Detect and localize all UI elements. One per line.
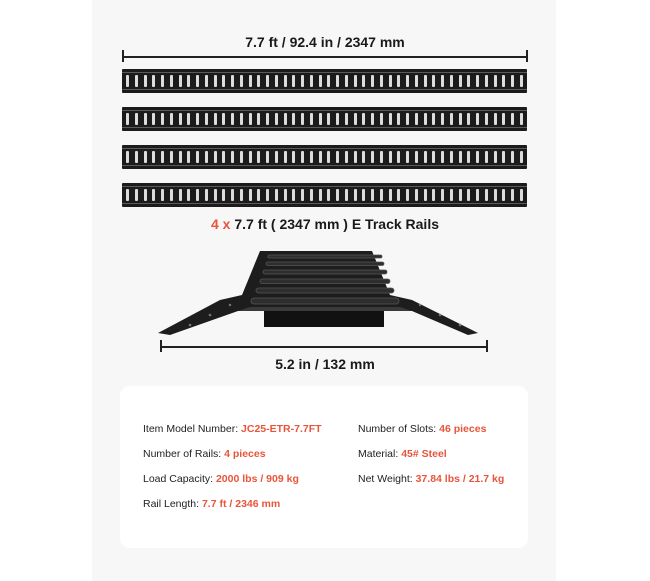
rail-slot: [205, 189, 208, 201]
rail-slot: [214, 113, 217, 125]
rail-slot: [459, 75, 462, 87]
rail-slot: [476, 151, 479, 163]
width-dimension-line: [160, 346, 487, 348]
spec-value: 7.7 ft / 2346 mm: [201, 498, 281, 510]
rail-slot: [459, 151, 462, 163]
rail-slot: [266, 75, 269, 87]
rail-slot: [249, 75, 252, 87]
spec-label: Load Capacity:: [143, 473, 214, 485]
rail-slot: [362, 189, 365, 201]
rail-slot: [257, 151, 260, 163]
rail-slot: [126, 189, 129, 201]
rail-slot: [170, 75, 173, 87]
rail-slot: [135, 151, 138, 163]
rail-slot: [424, 189, 427, 201]
rail-slot: [371, 189, 374, 201]
rail-slot: [126, 75, 129, 87]
rail-slot: [511, 113, 514, 125]
spec-rail-length: [143, 498, 280, 510]
rail-slot: [362, 113, 365, 125]
rail-slot: [327, 75, 330, 87]
rail-slot: [161, 189, 164, 201]
rail-slot: [520, 75, 523, 87]
rail-slot: [441, 113, 444, 125]
rail-slot: [415, 113, 418, 125]
rail-slot: [301, 75, 304, 87]
rail-slot: [450, 151, 453, 163]
rail-slot: [467, 151, 470, 163]
rail-slot: [345, 75, 348, 87]
spec-value: 4 pieces: [224, 448, 266, 460]
rail-slot: [284, 151, 287, 163]
rail-slot: [450, 75, 453, 87]
rail-slot: [397, 75, 400, 87]
spec-value: 46 pieces: [439, 423, 487, 435]
rail-slot: [284, 189, 287, 201]
rail-slot: [362, 75, 365, 87]
rail-slot: [135, 189, 138, 201]
rail-slot: [345, 113, 348, 125]
rail-slot: [424, 151, 427, 163]
rail-slot: [380, 151, 383, 163]
rails-caption-text: 7.7 ft ( 2347 mm ) E Track Rails: [234, 216, 439, 232]
rail-slot: [257, 75, 260, 87]
rail-slot: [292, 113, 295, 125]
rail-slot: [310, 113, 313, 125]
spec-value: 2000 lbs / 909 kg: [215, 473, 299, 485]
rail-slot: [144, 189, 147, 201]
rail-slot: [179, 151, 182, 163]
rail-slot: [494, 75, 497, 87]
rail-slot: [354, 75, 357, 87]
rail-slot: [196, 151, 199, 163]
rail-slot: [231, 113, 234, 125]
e-track-rail-2: [122, 107, 527, 131]
rail-slot: [476, 75, 479, 87]
rail-slot: [397, 189, 400, 201]
rail-slot: [214, 75, 217, 87]
rail-slot: [319, 189, 322, 201]
rail-slot: [511, 151, 514, 163]
rail-slot: [249, 189, 252, 201]
rail-slot: [170, 189, 173, 201]
rail-slot: [222, 151, 225, 163]
rail-slot: [257, 113, 260, 125]
specifications-card: [120, 386, 528, 548]
rail-slot: [275, 189, 278, 201]
rails-caption: [0, 216, 650, 232]
rail-slot: [397, 151, 400, 163]
rail-slot: [196, 189, 199, 201]
rail-slot: [275, 113, 278, 125]
rail-slot: [406, 75, 409, 87]
rail-slot: [292, 75, 295, 87]
rail-slot: [459, 113, 462, 125]
length-dimension-tick-left: [122, 50, 124, 62]
rail-slot: [187, 113, 190, 125]
rail-slot: [354, 113, 357, 125]
width-dimension-label: 5.2 in / 132 mm: [275, 356, 375, 372]
rail-slot: [415, 75, 418, 87]
rail-slot: [222, 189, 225, 201]
rail-slot: [275, 75, 278, 87]
rail-slot: [485, 189, 488, 201]
rail-slot: [336, 113, 339, 125]
e-track-rail-4: [122, 183, 527, 207]
rail-slot: [327, 151, 330, 163]
rail-slot: [441, 189, 444, 201]
rail-slot: [319, 151, 322, 163]
rail-slot: [371, 151, 374, 163]
rail-slot: [389, 151, 392, 163]
rail-slot: [126, 151, 129, 163]
rail-slot: [196, 75, 199, 87]
rail-slot: [292, 189, 295, 201]
rail-slot: [310, 189, 313, 201]
rail-slot: [266, 189, 269, 201]
e-track-rail-3: [122, 145, 527, 169]
rail-slot: [214, 189, 217, 201]
rail-slot: [240, 75, 243, 87]
rail-slot: [126, 113, 129, 125]
rail-slot: [275, 151, 278, 163]
rail-slot: [380, 113, 383, 125]
rail-slot: [520, 189, 523, 201]
rail-slot: [179, 75, 182, 87]
spec-value: 37.84 lbs / 21.7 kg: [415, 473, 505, 485]
rail-slot: [467, 113, 470, 125]
rail-slot: [214, 151, 217, 163]
rail-slot: [170, 151, 173, 163]
rail-slot: [257, 189, 260, 201]
rail-slot: [371, 113, 374, 125]
rail-slot: [450, 189, 453, 201]
rail-slot: [327, 189, 330, 201]
rail-slot: [205, 151, 208, 163]
rail-slot: [467, 189, 470, 201]
rail-slot: [432, 151, 435, 163]
rail-slot: [319, 113, 322, 125]
rail-slot: [520, 113, 523, 125]
rail-slot: [502, 113, 505, 125]
spec-label: Net Weight:: [358, 473, 413, 485]
rail-end-perspective-image: [150, 245, 500, 340]
rail-slot: [319, 75, 322, 87]
rail-slot: [476, 113, 479, 125]
rail-slot: [502, 75, 505, 87]
rail-slot: [424, 75, 427, 87]
rail-slot: [424, 113, 427, 125]
rail-slot: [415, 189, 418, 201]
rail-slot: [511, 75, 514, 87]
rail-slot: [205, 113, 208, 125]
rail-slot: [144, 151, 147, 163]
rail-slot: [380, 189, 383, 201]
spec-label: Rail Length:: [143, 498, 200, 510]
rail-slot: [205, 75, 208, 87]
spec-label: Number of Rails:: [143, 448, 222, 460]
rail-slot: [371, 75, 374, 87]
rail-slot: [179, 189, 182, 201]
rail-slot: [485, 113, 488, 125]
rail-slot: [249, 113, 252, 125]
rail-slot: [406, 113, 409, 125]
rail-slot: [494, 189, 497, 201]
rail-slot: [179, 113, 182, 125]
spec-value: JC25-ETR-7.7FT: [241, 423, 322, 435]
rail-slot: [494, 151, 497, 163]
rail-slot: [327, 113, 330, 125]
rail-slot: [231, 189, 234, 201]
rail-slot: [397, 113, 400, 125]
rail-slot: [222, 113, 225, 125]
width-dimension-tick-left: [160, 340, 162, 352]
rail-slot: [249, 151, 252, 163]
rail-slot: [152, 189, 155, 201]
length-dimension-label: 7.7 ft / 92.4 in / 2347 mm: [245, 34, 405, 50]
rail-slot: [187, 189, 190, 201]
length-dimension-tick-right: [526, 50, 528, 62]
rail-slot: [222, 75, 225, 87]
spec-label: Item Model Number:: [143, 423, 239, 435]
rail-slot: [450, 113, 453, 125]
rail-slot: [502, 189, 505, 201]
rail-slot: [502, 151, 505, 163]
rail-slot: [135, 113, 138, 125]
rail-slot: [161, 75, 164, 87]
rail-slot: [432, 189, 435, 201]
rail-slot: [354, 151, 357, 163]
spec-value: 45# Steel: [401, 448, 447, 460]
width-dimension-tick-right: [486, 340, 488, 352]
spec-number-of-rails: [143, 448, 266, 460]
rail-slot: [152, 113, 155, 125]
spec-number-of-slots: [358, 423, 486, 435]
rail-slot: [362, 151, 365, 163]
rail-slot: [485, 75, 488, 87]
rail-slot: [310, 75, 313, 87]
rail-slot: [196, 113, 199, 125]
rail-slot: [345, 151, 348, 163]
rail-slot: [389, 113, 392, 125]
rail-slot: [406, 151, 409, 163]
spec-label: Number of Slots:: [358, 423, 437, 435]
rail-slot: [152, 75, 155, 87]
rail-slot: [336, 189, 339, 201]
rail-slot: [520, 151, 523, 163]
spec-load-capacity: [143, 473, 299, 485]
rail-slot: [292, 151, 295, 163]
spec-label: Material:: [358, 448, 399, 460]
rail-slot: [459, 189, 462, 201]
rail-slot: [135, 75, 138, 87]
rail-slot: [441, 75, 444, 87]
rail-slot: [266, 151, 269, 163]
rail-slot: [415, 151, 418, 163]
rail-slot: [511, 189, 514, 201]
rail-slot: [345, 189, 348, 201]
rail-slot: [152, 151, 155, 163]
rail-slot: [310, 151, 313, 163]
rail-slot: [240, 113, 243, 125]
rail-slot: [240, 151, 243, 163]
rail-slot: [144, 75, 147, 87]
rail-slot: [170, 113, 173, 125]
rail-slot: [161, 151, 164, 163]
rail-slot: [432, 113, 435, 125]
rail-slot: [301, 113, 304, 125]
rail-slot: [231, 75, 234, 87]
rail-slot: [231, 151, 234, 163]
spec-material: [358, 448, 447, 460]
rail-slot: [467, 75, 470, 87]
rail-slot: [301, 189, 304, 201]
rail-slot: [284, 75, 287, 87]
rail-slot: [380, 75, 383, 87]
rail-slot: [406, 189, 409, 201]
rail-slot: [336, 151, 339, 163]
rail-slot: [161, 113, 164, 125]
rail-slot: [240, 189, 243, 201]
rail-slot: [485, 151, 488, 163]
rail-slot: [441, 151, 444, 163]
length-dimension-line: [122, 56, 527, 58]
rail-slot: [266, 113, 269, 125]
spec-net-weight: [358, 473, 504, 485]
rail-slot: [354, 189, 357, 201]
rail-slot: [389, 189, 392, 201]
rail-slot: [187, 151, 190, 163]
rail-slot: [336, 75, 339, 87]
rail-slot: [187, 75, 190, 87]
rail-slot: [432, 75, 435, 87]
rail-slot: [301, 151, 304, 163]
rails-quantity: 4 x: [210, 216, 231, 232]
rail-slot: [144, 113, 147, 125]
spec-item-model-number: [143, 423, 322, 435]
rail-slot: [476, 189, 479, 201]
rail-slot: [494, 113, 497, 125]
rail-slot: [389, 75, 392, 87]
e-track-rail-1: [122, 69, 527, 93]
rail-slot: [284, 113, 287, 125]
